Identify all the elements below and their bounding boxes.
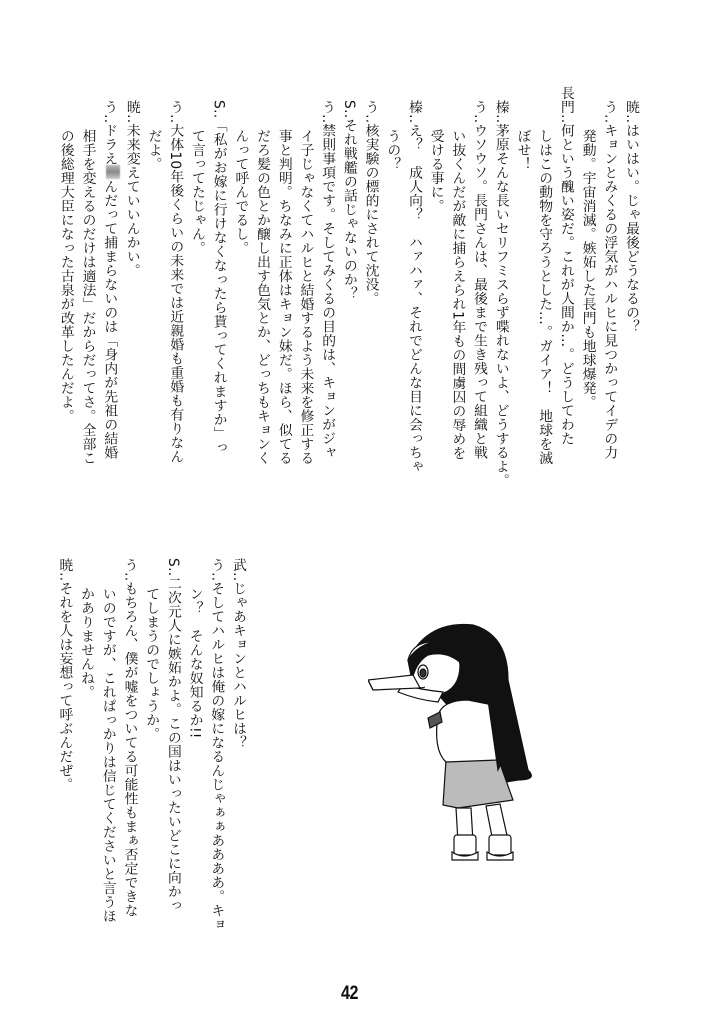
dialogue-line: [337, 100, 359, 487]
dialogue-line: [53, 558, 75, 931]
dialogue-line: [96, 558, 118, 931]
speaker-label: 暁: [623, 100, 639, 114]
speaker-separator: ‥: [601, 114, 618, 124]
dialogue-text: て言ってたじゃん。: [188, 128, 205, 255]
dialogue-text: ドラえ: [101, 123, 118, 166]
dialogue-line: [229, 100, 251, 487]
dialogue-text: ぼせ！: [514, 128, 531, 171]
dialogue-text: それを人は妄想って呼ぶんだぜ。: [56, 581, 73, 792]
dialogue-text: だろ髪の色とか醸し出す色気とか、どっちもキョンく: [254, 128, 271, 465]
dialogue-text: ウソウソ。長門さんは、最後まで生き残って組織と戦: [471, 123, 488, 460]
dialogue-line: [76, 100, 98, 487]
dialogue-line: [576, 100, 598, 487]
speaker-label: う: [601, 100, 618, 114]
speaker-separator: ‥: [319, 114, 336, 124]
speaker-label: 榛: [492, 100, 509, 114]
dialogue-line: [98, 100, 121, 487]
speaker-label: 武: [230, 558, 246, 572]
speaker-label: う: [167, 100, 184, 114]
dialogue-text: の後総理大臣になった古泉が改革したんだよ。: [57, 128, 74, 423]
dialogue-line: [467, 100, 489, 487]
dialogue-line: [619, 100, 641, 487]
dialogue-text: 大体10年後くらいの未来では近親婚も重婚も有りなん: [167, 123, 184, 464]
speaker-label: S: [210, 100, 227, 109]
dialogue-line: [511, 100, 533, 487]
dialogue-line: [205, 558, 227, 931]
dialogue-text: 発動。宇宙消滅。嫉妬した長門も地球爆発。: [579, 128, 596, 409]
dialogue-line: [315, 100, 337, 487]
dialogue-text: い抜くんだが敵に捕らえられ1年もの間虜囚の辱めを: [449, 128, 466, 460]
speaker-separator: ‥: [623, 114, 639, 124]
dialogue-text: いのですが、これぱっかりは信じてくださいと言うほ: [99, 586, 116, 923]
speaker-label: う: [319, 100, 336, 114]
dialogue-text: ン？ そんな奴知るか!!: [186, 586, 203, 739]
dialogue-text: 相手を変えるのだけは適法」だからだってさ。全部こ: [79, 128, 96, 465]
dialogue-text: 未来変えていいんかい。: [123, 123, 140, 278]
dialogue-text: そしてハルヒは俺の嫁になるんじゃぁぁああああ。キョ: [208, 581, 225, 932]
speaker-separator: ‥: [167, 114, 184, 124]
dialogue-line: [446, 100, 468, 487]
dialogue-line: [294, 100, 316, 487]
dialogue-line: [164, 100, 186, 487]
dialogue-line: [359, 100, 381, 487]
speaker-label: う: [121, 558, 138, 572]
speaker-separator: ‥: [164, 566, 181, 577]
speaker-separator: ‥: [340, 108, 357, 119]
dialogue-line: [183, 558, 205, 931]
dialogue-line: [54, 100, 76, 487]
speaker-separator: ‥: [56, 572, 73, 582]
dialogue-text: 何という醜い姿だ。これが人間か…。どうしてわた: [557, 122, 574, 445]
speaker-label: S: [340, 100, 357, 109]
dialogue-text: 事と判明。ちなみに正体はキョン妹だ。ほら、似てる: [275, 128, 292, 465]
girl-reading-book-drawing: [368, 624, 531, 860]
speaker-label: 長門: [557, 85, 574, 114]
dialogue-text: キョンとみくるの浮気がハルヒに見つかってイデの力: [601, 123, 618, 460]
speaker-separator: ‥: [208, 572, 225, 582]
dialogue-line: [489, 100, 511, 487]
dialogue-text: イ子じゃなくてハルヒと結婚するよう未来を修正する: [297, 128, 314, 465]
dialogue-text: んだって捕まらないのは「身内が先祖の結婚: [101, 179, 118, 460]
dialogue-text: かありませんね。: [78, 586, 95, 699]
dialogue-line: [381, 100, 403, 487]
speaker-separator: ‥: [210, 108, 227, 119]
dialogue-text: はいはい。じゃ最後どうなるの？: [623, 123, 639, 334]
dialogue-text: だよ。: [145, 128, 162, 171]
speaker-label: S: [164, 558, 181, 567]
mosaic-censor: [106, 165, 120, 179]
speaker-label: う: [101, 100, 118, 114]
dialogue-line: [402, 100, 424, 487]
dialogue-text: それ戦艦の話じゃないのか？: [340, 118, 357, 301]
dialogue-line: [424, 100, 446, 487]
speaker-label: 暁: [56, 558, 73, 572]
speaker-separator: ‥: [230, 572, 246, 582]
dialogue-line: [139, 558, 161, 931]
dialogue-line: [598, 100, 620, 487]
speaker-label: 榛: [405, 100, 422, 114]
dialogue-line: [207, 100, 229, 487]
dialogue-text: もちろん、僕が嘘をついてる可能性もまぁ否定できな: [121, 581, 138, 918]
dialogue-text: しはこの動物を守ろうとした…。ガイア！ 地球を滅: [536, 128, 553, 465]
dialogue-line: [161, 558, 183, 931]
speaker-separator: ‥: [471, 114, 488, 124]
dialogue-text: うの？: [384, 128, 401, 171]
dialogue-line: [554, 86, 576, 488]
speaker-separator: ‥: [362, 114, 379, 124]
dialogue-line: [118, 558, 140, 931]
speaker-separator: ‥: [101, 114, 118, 124]
dialogue-line: [226, 558, 248, 931]
dialogue-line: [250, 100, 272, 487]
girl-illustration: [368, 620, 548, 875]
dialogue-text: 茅原そんな長いセリフミスらず喋れないよ、どうするよ。: [492, 123, 509, 488]
dialogue-line: [272, 100, 294, 487]
speaker-separator: ‥: [405, 114, 422, 124]
dialogue-line: [142, 100, 164, 487]
speaker-label: う: [471, 100, 488, 114]
speaker-separator: ‥: [123, 114, 140, 124]
dialogue-block-top: [54, 85, 641, 488]
dialogue-block-bottom: [53, 558, 248, 931]
dialogue-text: 受ける事に。: [427, 128, 444, 213]
dialogue-text: 「私がお嫁に行けなくなったら貰ってくれますか」っ: [210, 118, 227, 455]
page-number: 42: [341, 983, 359, 1004]
dialogue-line: [185, 100, 207, 487]
dialogue-line: [74, 558, 96, 931]
dialogue-text: んって呼んでるし。: [232, 128, 249, 255]
speaker-label: う: [208, 558, 225, 572]
speaker-separator: ‥: [121, 572, 138, 582]
dialogue-text: 核実験の標的にされて沈没。: [362, 123, 379, 306]
dialogue-text: じゃあキョンとハルヒは？: [230, 581, 246, 750]
dialogue-text: 二次元人に嫉妬かよ。この国はいったいどこに向かっ: [164, 576, 181, 913]
dialogue-line: [120, 100, 142, 487]
speaker-label: う: [362, 100, 379, 114]
speaker-label: 暁: [123, 100, 140, 114]
speaker-separator: ‥: [492, 114, 509, 124]
dialogue-line: [532, 100, 554, 487]
dialogue-text: え？ 成人向？ ハァハァ、それでどんな目に会っちゃ: [405, 123, 422, 474]
speaker-separator: ‥: [557, 113, 574, 123]
dialogue-text: 禁則事項です。そしてみくるの目的は、キョンがジャ: [319, 123, 336, 460]
dialogue-text: てしまうのでしょうか。: [143, 586, 160, 741]
